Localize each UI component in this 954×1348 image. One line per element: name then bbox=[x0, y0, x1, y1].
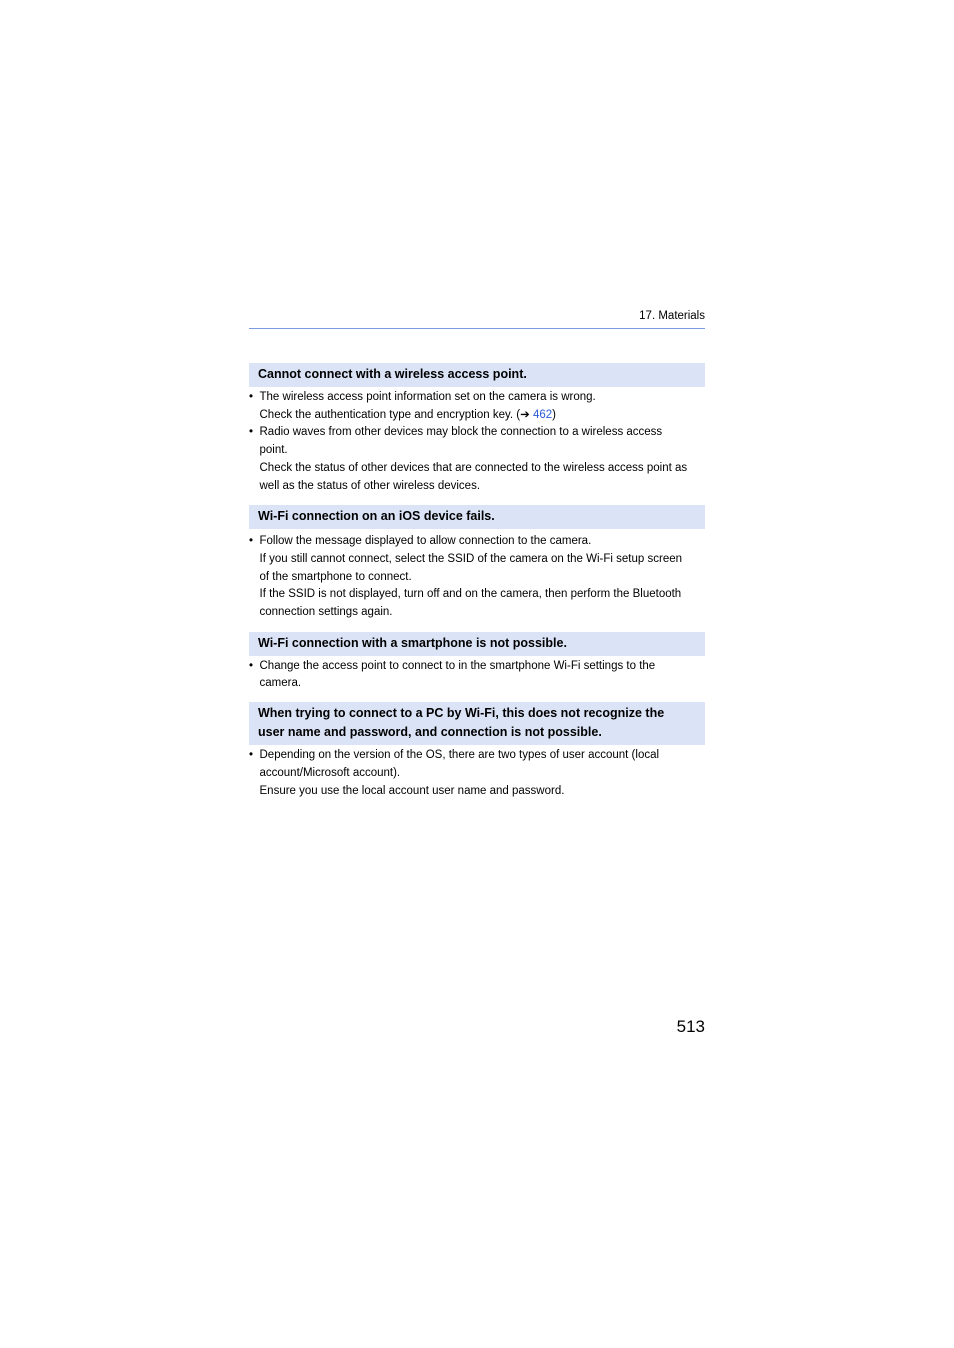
text-line: • Change the access point to connect to in the smartphone Wi-Fi settings to the bbox=[259, 659, 656, 672]
text-fragment: Check the authentication type and encryption key. ( bbox=[259, 408, 521, 421]
list-item bbox=[249, 533, 705, 622]
text-line: • Follow the message displayed to allow connection to the camera. bbox=[259, 535, 592, 548]
text-line: of the smartphone to connect. bbox=[259, 570, 412, 583]
text-line: Ensure you use the local account user name and password. bbox=[259, 784, 565, 797]
list-item bbox=[249, 389, 705, 424]
section-heading-wireless-access-point: Cannot connect with a wireless access point. bbox=[249, 363, 705, 387]
section-heading-smartphone-connection: Wi-Fi connection with a smartphone is not possible. bbox=[249, 632, 705, 656]
heading-line: When trying to connect to a PC by Wi-Fi, this does not recognize the bbox=[258, 706, 665, 721]
page-reference-link[interactable]: 462 bbox=[532, 408, 553, 421]
section-heading-pc-connection bbox=[249, 702, 705, 745]
section-body-wireless-access-point bbox=[249, 387, 705, 495]
text-line: • Radio waves from other devices may block the connection to a wireless access bbox=[259, 426, 663, 439]
text-line: account/Microsoft account). bbox=[259, 766, 401, 779]
text-line bbox=[260, 407, 706, 425]
section-body-smartphone-connection bbox=[249, 656, 705, 693]
text-line: If the SSID is not displayed, turn off and on the camera, then perform the Bluetooth bbox=[259, 588, 682, 601]
arrow-icon: ➔ bbox=[520, 408, 533, 421]
text-line: Check the status of other devices that are connected to the wireless access point as bbox=[259, 461, 688, 474]
text-line: well as the status of other wireless devices. bbox=[259, 479, 481, 492]
text-line: • Depending on the version of the OS, there are two types of user account (local bbox=[259, 749, 660, 762]
list-item bbox=[249, 424, 705, 495]
header-rule bbox=[249, 328, 705, 329]
section-body-ios-connection bbox=[249, 529, 705, 622]
section-heading-ios-connection: Wi-Fi connection on an iOS device fails. bbox=[249, 505, 705, 529]
text-line: point. bbox=[259, 444, 288, 457]
chapter-title: 17. Materials bbox=[639, 310, 705, 322]
text-line: connection settings again. bbox=[259, 606, 393, 619]
text-line: If you still cannot connect, select the SSID of the camera on the Wi-Fi setup screen bbox=[259, 552, 683, 565]
section-body-pc-connection bbox=[249, 745, 705, 800]
page-content bbox=[249, 363, 705, 800]
text-line: • The wireless access point information set on the camera is wrong. bbox=[259, 391, 596, 403]
heading-line: user name and password, and connection is not possible. bbox=[258, 725, 602, 740]
list-item bbox=[249, 658, 705, 693]
list-item bbox=[249, 747, 705, 800]
page-number: 513 bbox=[676, 1017, 705, 1036]
text-fragment: ) bbox=[552, 408, 556, 421]
text-line: camera. bbox=[259, 677, 302, 690]
